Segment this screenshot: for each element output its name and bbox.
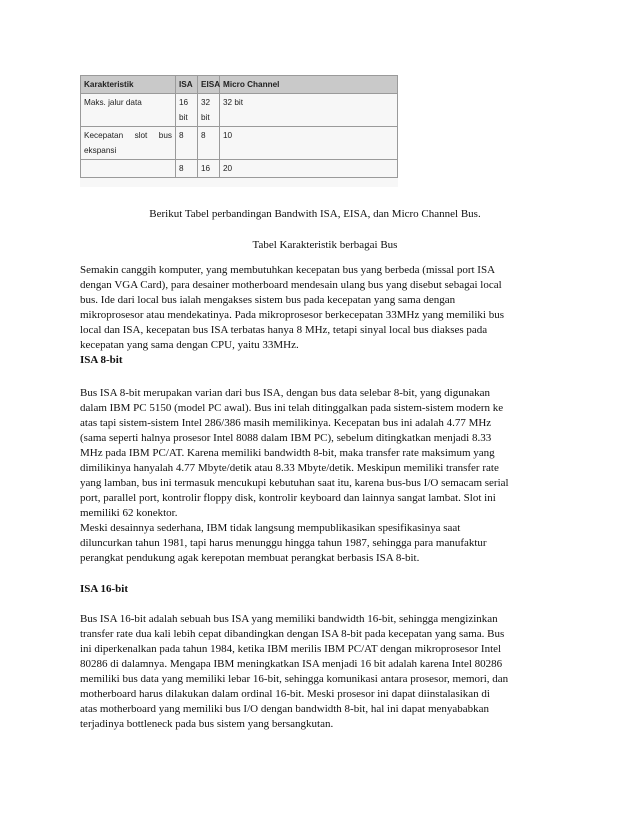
text-line: yang lamban, bus ini termasuk mencukupi kebutuhan saat itu, karena bus-bus I/O semacam serial xyxy=(80,477,509,489)
table-cell-isa: 8 xyxy=(176,160,198,178)
paragraph-isa-8bit-design xyxy=(80,521,560,566)
text-line: local dan ISA, kecepatan bus ISA terbatas hanya 8 MHz, tetapi sinyal local bus diakses pada xyxy=(80,324,488,336)
label-word: Kecepatan xyxy=(84,131,124,140)
text-line: transfer rate dua kali lebih cepat dibandingkan dengan ISA 8-bit pada kecepatan yang sama. Bus xyxy=(80,628,505,640)
table-cell-label xyxy=(81,127,176,160)
paragraph-isa-16bit xyxy=(80,612,560,732)
text-line: memiliki bus data yang memiliki lebar 16-bit, sehingga komunikasi antara prosesor, memori, dan xyxy=(80,673,509,685)
table-cell-label xyxy=(81,160,176,178)
text-line: Bus ISA 8-bit merupakan varian dari bus ISA, dengan bus data selebar 8-bit, yang digunakan xyxy=(80,387,490,399)
table-cell-eisa: 8 xyxy=(198,127,220,160)
text-line: port, parallel port, kontrolir floppy disk, kontrolir keyboard dan lainnya sangat lambat. Slot ini xyxy=(80,492,496,504)
label-line1 xyxy=(84,128,172,143)
heading-isa-8bit: ISA 8-bit xyxy=(80,354,123,366)
text-line: atas motherboard yang memiliki bus I/O dengan bandwidth 8-bit, hal ini dapat menyababkan xyxy=(80,703,490,715)
table-cell-label xyxy=(81,94,176,127)
paragraph-local-bus xyxy=(80,263,560,353)
table-cell-eisa: 32 bit xyxy=(198,94,220,127)
text-line: (sama seperti halnya prosesor Intel 8088 dalam IBM PC), sebelum ditingkatkan menjadi 8.33 xyxy=(80,432,492,444)
heading-isa-16bit: ISA 16-bit xyxy=(80,583,128,595)
text-line: 80286 di dalamnya. Mengapa IBM meningkatkan ISA menjadi 16 bit adalah karena Intel 80286 xyxy=(80,658,503,670)
paragraph-isa-8bit xyxy=(80,386,560,521)
text-line: Bus ISA 16-bit adalah sebuah bus ISA yang memiliki bandwidth 16-bit, sehingga mengizinkan xyxy=(80,613,498,625)
text-line: dengan VGA Card), para desainer motherboard mendesain ulang bus yang disebut sebagai local xyxy=(80,279,502,291)
isa-value-line2: bit xyxy=(179,113,188,122)
table-cell-micro-channel: 10 xyxy=(220,127,398,160)
text-line: kecepatan yang sama dengan CPU, yaitu 33MHz. xyxy=(80,339,299,351)
text-line: perangkat pendukung agak kerepotan membuat perangkat berbasis ISA 8-bit. xyxy=(80,552,420,564)
table-cell-micro-channel: 20 xyxy=(220,160,398,178)
text-line: dimilikinya hanyalah 4.77 Mbyte/detik atau 8.33 Mbyte/detik. Meskipun memiliki transfer rate xyxy=(80,462,499,474)
text-line: MHz pada IBM PC/AT. Karena memiliki bandwidth 8-bit, maka transfer rate maksimum yang xyxy=(80,447,495,459)
table-cell-isa xyxy=(176,94,198,127)
table-header-row xyxy=(81,76,398,94)
label-line2: ekspansi xyxy=(84,146,117,155)
table-cell-micro-channel: 32 bit xyxy=(220,94,398,127)
table-cell-eisa: 16 xyxy=(198,160,220,178)
text-line: atas tapi sistem-sistem Intel 286/386 masih memilikinya. Kecepatan bus ini adalah 4.77 MHz xyxy=(80,417,492,429)
table-intro-caption: Berikut Tabel perbandingan Bandwith ISA, EISA, dan Micro Channel Bus. xyxy=(149,208,481,220)
table-row xyxy=(81,94,398,127)
label-text: Maks. jalur data xyxy=(84,98,142,107)
bus-characteristics-table-image xyxy=(80,75,398,187)
label-word: slot xyxy=(134,131,148,140)
text-line: diluncurkan tahun 1981, tapi harus menunggu hingga tahun 1987, sehingga para manufaktur xyxy=(80,537,487,549)
table-row xyxy=(81,127,398,160)
text-line: Meski desainnya sederhana, IBM tidak langsung mempublikasikan spesifikasinya saat xyxy=(80,522,461,534)
table-header-cell: EISA xyxy=(198,76,220,94)
text-line: Semakin canggih komputer, yang membutuhkan kecepatan bus yang berbeda (missal port ISA xyxy=(80,264,496,276)
table-cell-isa: 8 xyxy=(176,127,198,160)
bus-characteristics-table xyxy=(80,75,398,178)
text-line: memiliki 62 konektor. xyxy=(80,507,178,519)
table-row xyxy=(81,160,398,178)
table-header-cell: Micro Channel xyxy=(220,76,398,94)
text-line: bus. Ide dari local bus ialah mengakses sistem bus pada kecepatan yang sama dengan xyxy=(80,294,456,306)
table-title-caption: Tabel Karakteristik berbagai Bus xyxy=(252,239,398,251)
isa-value-line1: 16 xyxy=(179,98,189,107)
text-line: terjadinya bottleneck pada bus sistem yang bersangkutan. xyxy=(80,718,334,730)
text-line: motherboard harus dilakukan dalam ordinal 16-bit. Meski prosesor ini dapat diinstalasikan di xyxy=(80,688,490,700)
table-header-cell: ISA xyxy=(176,76,198,94)
text-line: dalam IBM PC 5150 (model PC awal). Bus ini telah ditinggalkan pada sistem-sistem modern ke xyxy=(80,402,504,414)
text-line: ini diperkenalkan pada tahun 1984, ketika IBM merilis IBM PC/AT dengan mikroprosesor Intel xyxy=(80,643,502,655)
text-line: mikroprosesor atau mendekatinya. Pada mikroprosesor berkecepatan 33MHz yang memiliki bus xyxy=(80,309,504,321)
label-word: bus xyxy=(158,131,172,140)
table-header-cell: Karakteristik xyxy=(81,76,176,94)
